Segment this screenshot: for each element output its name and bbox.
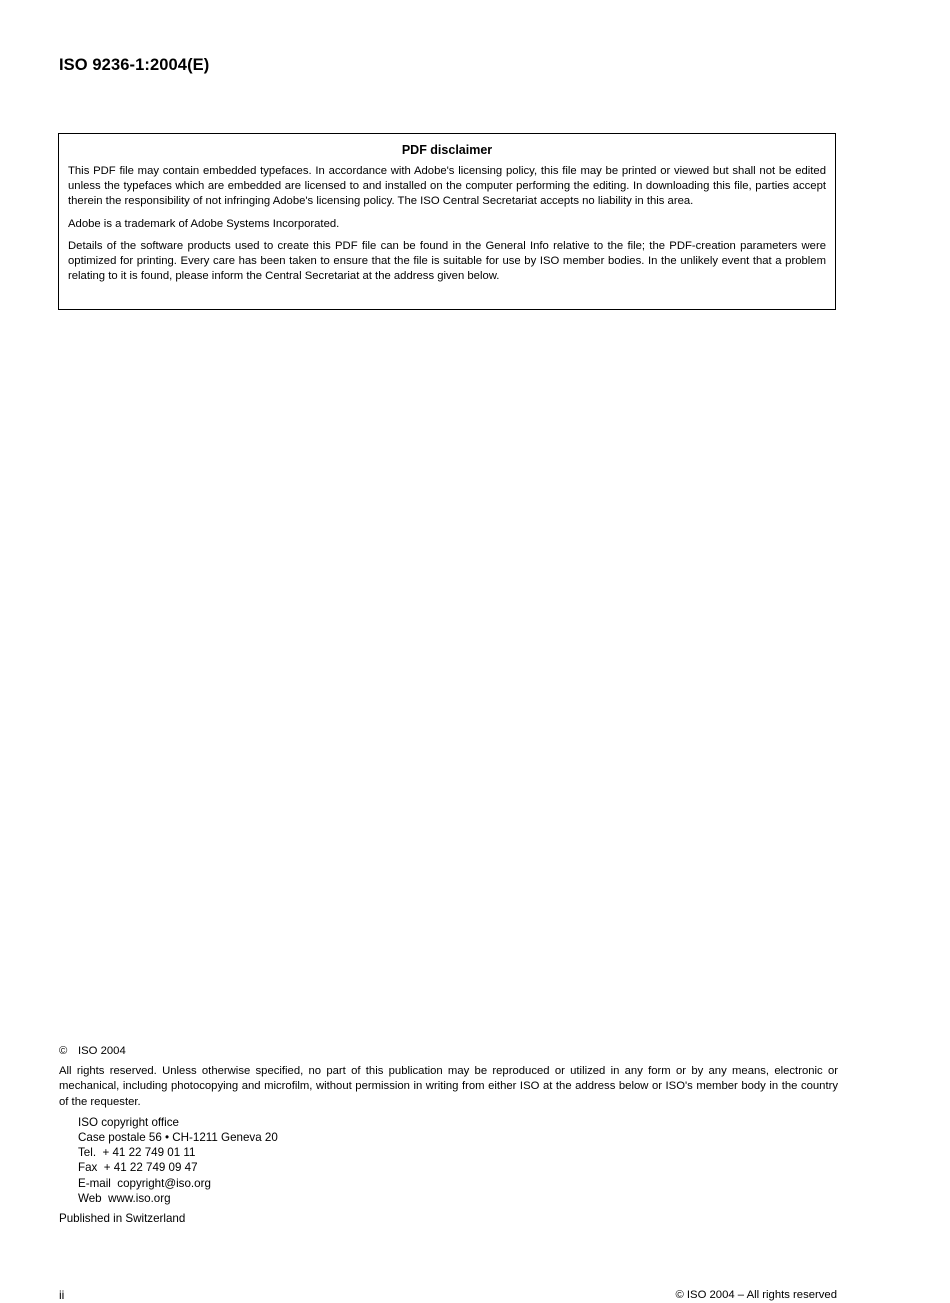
pdf-disclaimer-box [58, 133, 836, 310]
disclaimer-paragraph-trademark: Adobe is a trademark of Adobe Systems Incorporated. [68, 217, 340, 230]
copyright-office-address [59, 1115, 838, 1206]
office-fax: Fax + 41 22 749 09 47 [78, 1161, 198, 1175]
office-web: Web www.iso.org [78, 1191, 171, 1205]
office-postal-address: Case postale 56 • CH-1211 Geneva 20 [78, 1131, 278, 1145]
disclaimer-paragraph-typefaces: This PDF file may contain embedded typefaces. In accordance with Adobe's licensing policy, this file may be printed or viewed but shall not be edited unless the typefaces which are embedded are licensed to and installed on the computer performing the editing. In downloading this file, parties accept therein the responsibility of not infringing Adobe's licensing policy. The ISO Central Secretariat accepts no liability in this area. [68, 165, 826, 208]
published-location: Published in Switzerland [59, 1212, 186, 1226]
copyright-notice [59, 1044, 838, 1059]
copyright-year: ISO 2004 [78, 1045, 126, 1057]
disclaimer-paragraph-details: Details of the software products used to create this PDF file can be found in the General Info relative to the file; the PDF-creation parameters were optimized for printing. Every care has been taken to ensure that the file is suitable for use by ISO member bodies. In the unlikely event that a problem relating to it is found, please inform the Central Secretariat at the address given below. [68, 239, 826, 283]
disclaimer-title: PDF disclaimer [401, 143, 493, 157]
footer-copyright: © ISO 2004 – All rights reserved [675, 1289, 837, 1301]
rights-statement: All rights reserved. Unless otherwise specified, no part of this publication may be reproduced or utilized in any form or by any means, electronic or mechanical, including photocopying and microfilm, without permission in writing from either ISO at the address below or ISO's member body in the country of the requester. [59, 1065, 838, 1108]
office-email: E-mail copyright@iso.org [78, 1176, 211, 1190]
page-number: ii [59, 1288, 65, 1302]
copyright-symbol-icon: © [59, 1045, 68, 1057]
document-id-header: ISO 9236-1:2004(E) [59, 56, 210, 74]
office-name: ISO copyright office [78, 1115, 179, 1129]
office-telephone: Tel. + 41 22 749 01 11 [78, 1146, 196, 1160]
copyright-block [59, 1044, 838, 1226]
